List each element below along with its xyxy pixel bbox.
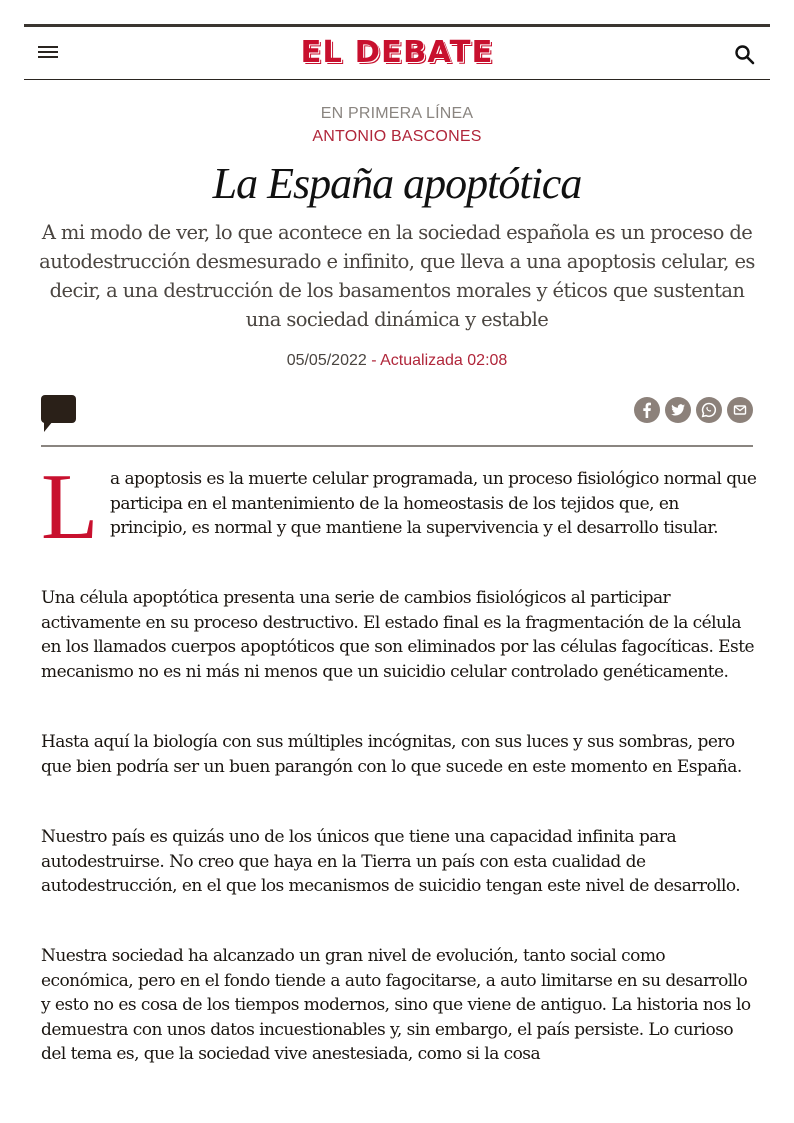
article-paragraph: Hasta aquí la biología con sus múltiples incógnitas, con sus luces y sus sombras, pero que bien podría ser un buen parangón con lo que sucede en este momento en España.	[41, 732, 742, 777]
twitter-icon	[665, 397, 691, 423]
article-paragraph: Nuestro país es quizás uno de los únicos que tiene una capacidad infinita para autodestruirse. No creo que haya en la Tierra un país con esta cualidad de autodestrucción, en el que los mecanismos de suicidio tengan este nivel de desarrollo.	[41, 827, 741, 896]
section-label[interactable]: EN PRIMERA LÍNEA	[320, 105, 474, 122]
author-name[interactable]: ANTONIO BASCONES	[312, 128, 482, 145]
search-icon[interactable]	[733, 43, 757, 67]
site-header	[24, 24, 770, 80]
drop-cap: L	[41, 455, 99, 559]
updated-time: - Actualizada 02:08	[366, 352, 508, 369]
email-icon	[727, 397, 753, 423]
facebook-icon	[634, 397, 660, 423]
publish-date: 05/05/2022	[286, 352, 367, 369]
whatsapp-icon	[696, 397, 722, 423]
article-paragraph: a apoptosis es la muerte celular programada, un proceso fisiológico normal que participa en el mantenimiento de la homeostasis de los tejidos que, en principio, es normal y que mantiene la supervivencia y el desarrollo tisular.	[110, 469, 757, 538]
article-subtitle: A mi modo de ver, lo que acontece en la sociedad española es un proceso de autodestrucción desmesurado e infinito, que lleva a una apoptosis celular, es decir, a una destrucción de los basamentos morales y éticos que sustentan una sociedad dinámica y estable	[39, 221, 755, 331]
comment-bubble-icon[interactable]	[41, 395, 76, 433]
dateline	[0, 352, 794, 370]
twitter-share-button[interactable]	[665, 397, 691, 423]
section-divider	[41, 445, 753, 447]
article-paragraph: Nuestra sociedad ha alcanzado un gran nivel de evolución, tanto social como económica, pero en el fondo tiende a auto fagocitarse, a auto limitarse en su desarrollo y esto no es cosa de los tiempos modernos, sino que viene de antiguo. La historia nos lo demuestra con unos datos incuestionables y, sin embargo, el país persiste. Lo curioso del tema es, que la sociedad vive anestesiada, como si la cosa	[41, 946, 751, 1064]
facebook-share-button[interactable]	[634, 397, 660, 423]
site-logo[interactable]: EL DEBATE	[300, 35, 494, 70]
hamburger-menu-icon[interactable]	[38, 44, 60, 62]
article-paragraph: Una célula apoptótica presenta una serie de cambios fisiológicos al participar activamente en su proceso destructivo. El estado final es la fragmentación de la célula en los llamados cuerpos apoptóticos que son eliminados por las células fagocíticas. Este mecanismo no es ni más ni menos que un suicidio celular controlado genéticamente.	[41, 588, 755, 682]
email-share-button[interactable]	[727, 397, 753, 423]
article-title: La España apoptótica	[212, 159, 582, 208]
whatsapp-share-button[interactable]	[696, 397, 722, 423]
